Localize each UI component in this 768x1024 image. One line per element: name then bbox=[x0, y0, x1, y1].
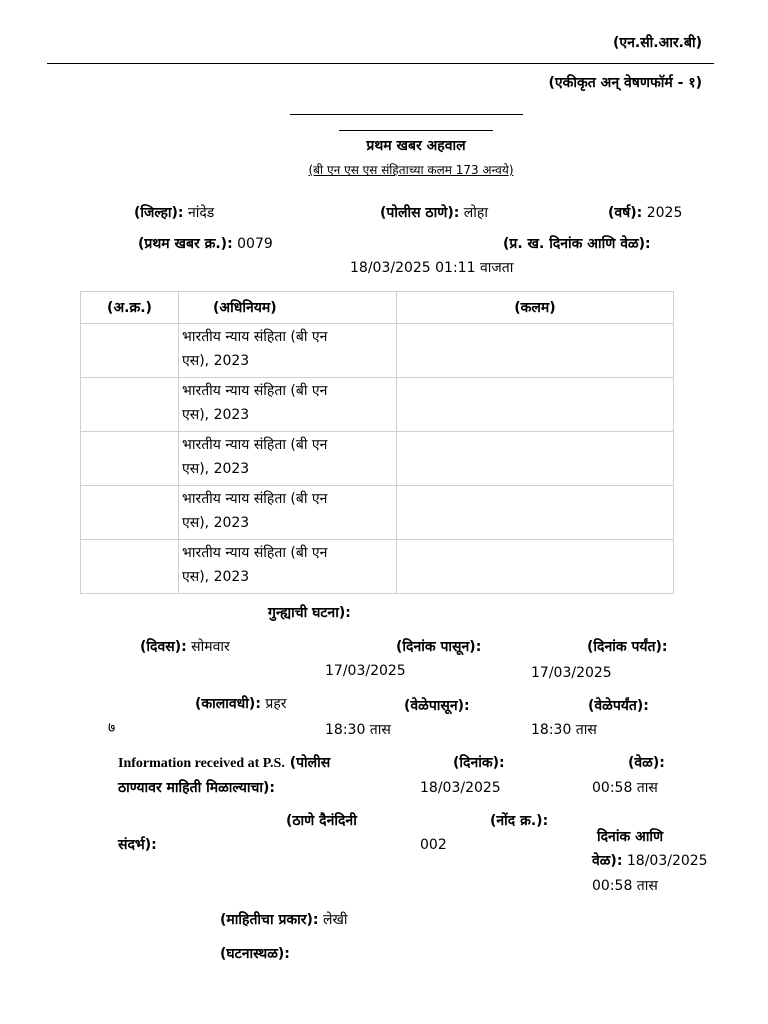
day-value: सोमवार bbox=[191, 639, 230, 655]
header-section: (कलम) bbox=[397, 292, 674, 324]
table-row bbox=[81, 540, 674, 594]
row-section bbox=[397, 324, 674, 378]
info-type-field bbox=[220, 911, 348, 929]
diary-ref-label: (ठाणे दैनंदिनी bbox=[286, 813, 357, 829]
header-divider bbox=[47, 63, 714, 64]
row-sr-no bbox=[81, 432, 179, 486]
info-type-value: लेखी bbox=[322, 912, 348, 928]
diary-entry-value: 002 bbox=[420, 837, 447, 853]
row-sr-no bbox=[81, 540, 179, 594]
act-line: एस), 2023 bbox=[182, 515, 250, 531]
fir-number-label: (प्रथम खबर क्र.): bbox=[138, 236, 233, 252]
row-section bbox=[397, 378, 674, 432]
diary-time-value: 00:58 तास bbox=[592, 878, 658, 894]
act-line: एस), 2023 bbox=[182, 461, 250, 477]
received-time-label: (वेळ): bbox=[628, 755, 665, 771]
diary-entry-label: (नोंद क्र.): bbox=[490, 813, 549, 829]
page-subtitle: (बी एन एस एस संहिताच्या कलम 173 अन्वये) bbox=[308, 163, 514, 177]
diary-datetime-label: दिनांक आणि bbox=[597, 829, 664, 845]
fir-number-value: 0079 bbox=[237, 236, 273, 252]
header-act: (अधिनियम) bbox=[179, 292, 397, 324]
date-from-label: (दिनांक पासून): bbox=[396, 639, 482, 655]
row-sr-no bbox=[81, 378, 179, 432]
title-top-rule bbox=[290, 114, 523, 115]
day-field bbox=[140, 638, 230, 656]
time-to-label: (वेळेपर्यंत): bbox=[588, 698, 649, 714]
act-line: एस), 2023 bbox=[182, 353, 250, 369]
acts-table-header bbox=[81, 292, 674, 324]
row-act bbox=[179, 540, 397, 594]
row-act bbox=[179, 378, 397, 432]
day-label: (दिवस): bbox=[140, 639, 187, 655]
time-from-label: (वेळेपासून): bbox=[404, 698, 470, 714]
row-section bbox=[397, 486, 674, 540]
duration-value: प्रहर bbox=[265, 696, 287, 712]
table-row bbox=[81, 378, 674, 432]
date-to-value: 17/03/2025 bbox=[531, 665, 612, 681]
row-sr-no bbox=[81, 324, 179, 378]
received-date-value: 18/03/2025 bbox=[420, 780, 501, 796]
police-station-field bbox=[380, 204, 488, 222]
row-act bbox=[179, 486, 397, 540]
time-from-value: 18:30 तास bbox=[325, 722, 391, 738]
row-sr-no bbox=[81, 486, 179, 540]
diary-date-value: 18/03/2025 bbox=[626, 853, 708, 869]
duration-number: ७ bbox=[108, 720, 116, 736]
act-line: भारतीय न्याय संहिता (बी एन bbox=[182, 437, 328, 453]
year-value: 2025 bbox=[646, 205, 683, 221]
police-station-value: लोहा bbox=[463, 205, 488, 221]
page-title: प्रथम खबर अहवाल bbox=[366, 138, 466, 154]
received-date-label: (दिनांक): bbox=[453, 755, 505, 771]
duration-field bbox=[195, 695, 287, 713]
act-line: एस), 2023 bbox=[182, 407, 250, 423]
district-label: (जिल्हा): bbox=[134, 205, 184, 221]
row-act bbox=[179, 324, 397, 378]
act-line: भारतीय न्याय संहिता (बी एन bbox=[182, 383, 328, 399]
duration-label: (कालावधी): bbox=[195, 696, 261, 712]
act-line: एस), 2023 bbox=[182, 569, 250, 585]
table-row bbox=[81, 432, 674, 486]
row-section bbox=[397, 540, 674, 594]
year-field bbox=[608, 204, 682, 222]
fir-number-field bbox=[138, 235, 273, 253]
row-section bbox=[397, 432, 674, 486]
info-type-label: (माहितीचा प्रकार): bbox=[220, 912, 319, 928]
received-label-continued: ठाण्यावर माहिती मिळाल्याचा): bbox=[118, 780, 275, 796]
received-label-en: Information received at P.S. bbox=[118, 756, 285, 771]
fir-datetime-label: (प्र. ख. दिनांक आणि वेळ): bbox=[503, 236, 651, 252]
place-label: (घटनास्थळ): bbox=[220, 946, 290, 962]
diary-ref-label-continued: संदर्भ): bbox=[118, 837, 157, 853]
table-row bbox=[81, 324, 674, 378]
police-station-label: (पोलीस ठाणे): bbox=[380, 205, 460, 221]
diary-datetime-field bbox=[592, 852, 708, 870]
diary-datetime-label-continued: वेळ): bbox=[592, 853, 623, 869]
header-sr-no: (अ.क्र.) bbox=[81, 292, 179, 324]
received-label-mr: (पोलीस bbox=[289, 755, 331, 771]
org-code: (एन.सी.आर.बी) bbox=[612, 35, 702, 51]
district-field bbox=[134, 204, 214, 222]
title-rule bbox=[339, 130, 493, 131]
date-to-label: (दिनांक पर्यंत): bbox=[587, 639, 668, 655]
row-act bbox=[179, 432, 397, 486]
act-line: भारतीय न्याय संहिता (बी एन bbox=[182, 491, 328, 507]
fir-datetime-value: 18/03/2025 01:11 वाजता bbox=[350, 260, 514, 276]
year-label: (वर्ष): bbox=[608, 205, 643, 221]
acts-table bbox=[80, 291, 674, 594]
received-time-value: 00:58 तास bbox=[592, 780, 658, 796]
time-to-value: 18:30 तास bbox=[531, 722, 597, 738]
table-row bbox=[81, 486, 674, 540]
received-label bbox=[118, 754, 330, 773]
incident-heading: गुन्ह्याची घटना): bbox=[268, 605, 351, 621]
form-name: (एकीकृत अन् वेषणफॉर्म - १) bbox=[548, 75, 702, 91]
act-line: भारतीय न्याय संहिता (बी एन bbox=[182, 545, 328, 561]
date-from-value: 17/03/2025 bbox=[325, 663, 406, 679]
act-line: भारतीय न्याय संहिता (बी एन bbox=[182, 329, 328, 345]
district-value: नांदेड bbox=[187, 205, 215, 221]
